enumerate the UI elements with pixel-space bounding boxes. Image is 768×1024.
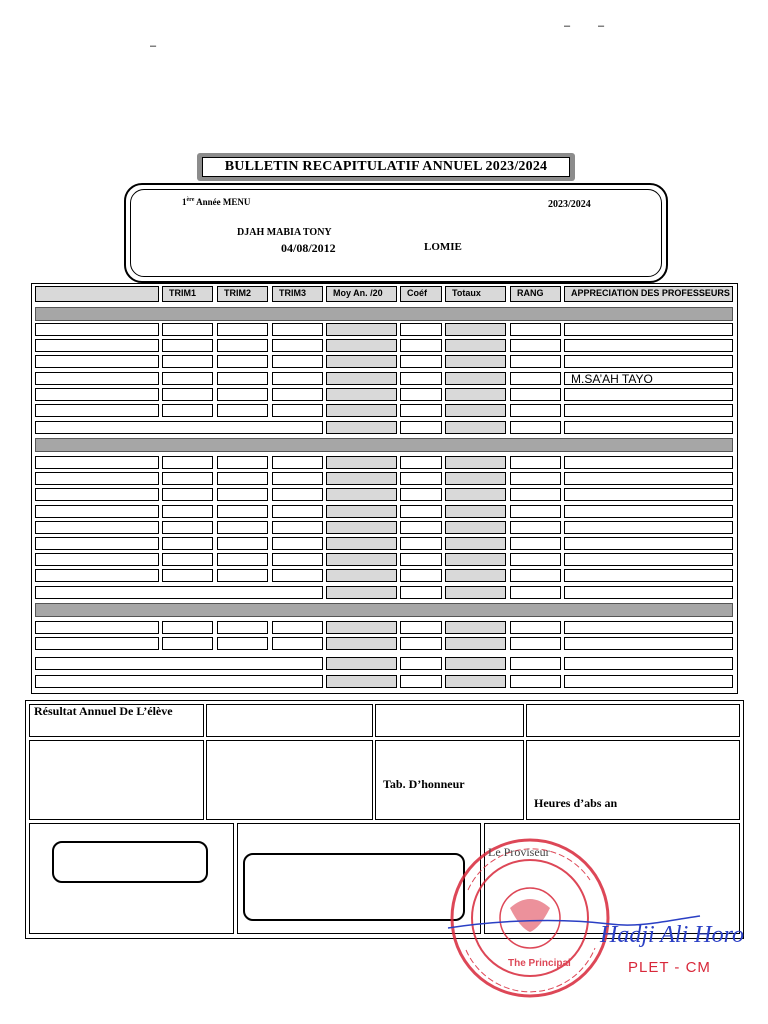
class-number: 1 bbox=[182, 197, 187, 207]
grade-cell bbox=[510, 388, 561, 401]
grade-cell bbox=[564, 537, 733, 550]
grade-cell bbox=[445, 355, 506, 368]
top-mark: – bbox=[564, 20, 571, 32]
header-cell: TRIM3 bbox=[272, 286, 323, 302]
grade-cell bbox=[162, 404, 213, 417]
header-cell: APPRECIATION DES PROFESSEURS bbox=[564, 286, 733, 302]
grade-cell bbox=[35, 537, 159, 550]
grade-cell bbox=[510, 372, 561, 385]
grade-cell bbox=[162, 505, 213, 518]
annual-result-label: Résultat Annuel De L’élève bbox=[34, 704, 173, 718]
grade-cell bbox=[35, 355, 159, 368]
grade-cell bbox=[400, 637, 442, 650]
grade-cell bbox=[272, 569, 323, 582]
grade-cell bbox=[400, 472, 442, 485]
grade-cell bbox=[35, 553, 159, 566]
signature-caption: PLET - CM bbox=[628, 959, 711, 976]
grade-cell bbox=[564, 388, 733, 401]
section-band bbox=[35, 438, 733, 452]
grade-cell bbox=[35, 472, 159, 485]
grade-cell bbox=[272, 472, 323, 485]
grade-cell bbox=[564, 621, 733, 634]
grade-cell bbox=[564, 456, 733, 469]
school-year: 2023/2024 bbox=[548, 199, 591, 210]
grade-cell bbox=[217, 637, 268, 650]
result-cell bbox=[526, 704, 740, 737]
grade-cell bbox=[35, 505, 159, 518]
grade-cell bbox=[445, 621, 506, 634]
grade-cell bbox=[564, 472, 733, 485]
grade-cell bbox=[400, 521, 442, 534]
section-band bbox=[35, 307, 733, 321]
grade-cell bbox=[35, 388, 159, 401]
header-cell: Totaux bbox=[445, 286, 506, 302]
grade-cell bbox=[217, 388, 268, 401]
result-cell bbox=[206, 704, 373, 737]
class-rest: Année MENU bbox=[194, 197, 251, 207]
grade-cell bbox=[217, 355, 268, 368]
title-banner bbox=[197, 153, 575, 181]
grade-cell bbox=[162, 323, 213, 336]
grade-cell bbox=[445, 537, 506, 550]
summary-cell bbox=[510, 657, 561, 670]
grade-cell bbox=[35, 323, 159, 336]
grade-cell bbox=[510, 637, 561, 650]
grade-cell bbox=[445, 472, 506, 485]
grade-cell bbox=[35, 372, 159, 385]
handwritten-note: Le Proviseur bbox=[488, 845, 550, 859]
summary-cell bbox=[400, 421, 442, 434]
grade-cell bbox=[510, 472, 561, 485]
grade-cell bbox=[326, 404, 397, 417]
signature-text: Hadji Ali Horo bbox=[600, 922, 745, 948]
grade-cell bbox=[564, 339, 733, 352]
header-cell: TRIM1 bbox=[162, 286, 213, 302]
grade-cell bbox=[445, 505, 506, 518]
grade-cell bbox=[162, 372, 213, 385]
grade-cell bbox=[510, 505, 561, 518]
grade-cell bbox=[445, 372, 506, 385]
grade-cell bbox=[217, 456, 268, 469]
grade-cell bbox=[217, 537, 268, 550]
grade-cell bbox=[162, 637, 213, 650]
grade-cell bbox=[445, 553, 506, 566]
grade-cell bbox=[564, 323, 733, 336]
grade-cell bbox=[326, 339, 397, 352]
section-band bbox=[35, 603, 733, 617]
summary-cell bbox=[445, 421, 506, 434]
grade-cell bbox=[217, 404, 268, 417]
grade-cell bbox=[162, 339, 213, 352]
result-cell bbox=[206, 740, 373, 820]
decision-box bbox=[52, 841, 208, 883]
grade-cell bbox=[217, 621, 268, 634]
summary-cell bbox=[445, 657, 506, 670]
result-cell bbox=[29, 740, 204, 820]
grade-cell bbox=[510, 355, 561, 368]
grade-cell bbox=[445, 323, 506, 336]
summary-cell bbox=[35, 586, 323, 599]
grade-cell bbox=[162, 569, 213, 582]
grade-cell bbox=[445, 404, 506, 417]
grade-cell bbox=[326, 355, 397, 368]
grade-cell bbox=[564, 505, 733, 518]
summary-cell bbox=[510, 675, 561, 688]
grade-cell bbox=[400, 537, 442, 550]
grade-cell bbox=[445, 488, 506, 501]
grade-cell bbox=[564, 569, 733, 582]
grade-cell bbox=[217, 472, 268, 485]
grade-cell bbox=[510, 404, 561, 417]
grade-cell bbox=[35, 521, 159, 534]
grade-cell bbox=[217, 339, 268, 352]
grade-cell bbox=[272, 323, 323, 336]
grade-cell bbox=[35, 569, 159, 582]
header-cell-subject bbox=[35, 286, 159, 302]
grade-cell bbox=[510, 456, 561, 469]
grade-cell bbox=[445, 637, 506, 650]
grade-cell bbox=[326, 553, 397, 566]
grade-cell bbox=[35, 621, 159, 634]
grade-cell bbox=[272, 505, 323, 518]
official-stamp bbox=[440, 820, 768, 1024]
birth-place: LOMIE bbox=[424, 241, 462, 253]
grade-cell bbox=[35, 488, 159, 501]
result-cell bbox=[375, 704, 524, 737]
summary-cell bbox=[445, 586, 506, 599]
summary-cell bbox=[35, 675, 323, 688]
birth-date: 04/08/2012 bbox=[281, 241, 336, 255]
summary-cell bbox=[35, 421, 323, 434]
top-mark: – bbox=[150, 40, 157, 52]
grade-cell bbox=[400, 404, 442, 417]
grade-cell bbox=[272, 621, 323, 634]
summary-cell bbox=[564, 657, 733, 670]
grade-cell bbox=[510, 569, 561, 582]
top-mark: – bbox=[598, 20, 605, 32]
grade-cell bbox=[272, 456, 323, 469]
grade-cell bbox=[162, 537, 213, 550]
grade-cell bbox=[445, 339, 506, 352]
grade-cell bbox=[272, 355, 323, 368]
grade-cell bbox=[400, 553, 442, 566]
summary-cell bbox=[35, 657, 323, 670]
document-title: BULLETIN RECAPITULATIF ANNUEL 2023/2024 bbox=[202, 157, 570, 177]
grade-cell bbox=[272, 553, 323, 566]
summary-cell bbox=[564, 586, 733, 599]
grade-cell bbox=[35, 339, 159, 352]
grade-cell bbox=[272, 404, 323, 417]
grade-cell bbox=[400, 388, 442, 401]
grade-cell bbox=[162, 355, 213, 368]
grade-cell bbox=[326, 537, 397, 550]
grade-cell bbox=[564, 637, 733, 650]
grade-cell bbox=[510, 323, 561, 336]
header-cell: TRIM2 bbox=[217, 286, 268, 302]
class-name bbox=[182, 197, 250, 207]
header-cell: RANG bbox=[510, 286, 561, 302]
grade-cell bbox=[400, 621, 442, 634]
grade-cell bbox=[326, 456, 397, 469]
summary-cell bbox=[564, 421, 733, 434]
grade-cell bbox=[217, 553, 268, 566]
grade-cell bbox=[162, 472, 213, 485]
grade-cell bbox=[400, 323, 442, 336]
grade-cell bbox=[326, 323, 397, 336]
grade-cell bbox=[326, 472, 397, 485]
grade-cell bbox=[400, 569, 442, 582]
grade-cell bbox=[445, 569, 506, 582]
student-info-box bbox=[124, 183, 668, 283]
honour-label: Tab. D’honneur bbox=[383, 777, 465, 791]
grade-cell bbox=[445, 456, 506, 469]
grade-cell bbox=[326, 505, 397, 518]
summary-cell bbox=[326, 586, 397, 599]
grade-cell bbox=[162, 388, 213, 401]
absence-label: Heures d’abs an bbox=[534, 796, 618, 810]
decision-box bbox=[243, 853, 465, 921]
grade-cell bbox=[564, 521, 733, 534]
grade-cell bbox=[35, 456, 159, 469]
summary-cell bbox=[400, 675, 442, 688]
grade-cell bbox=[162, 456, 213, 469]
stamp-text: The Principal bbox=[508, 958, 571, 969]
grade-cell bbox=[326, 388, 397, 401]
grade-cell bbox=[162, 621, 213, 634]
grade-cell bbox=[272, 537, 323, 550]
grade-cell bbox=[272, 372, 323, 385]
summary-cell bbox=[564, 675, 733, 688]
summary-cell bbox=[326, 675, 397, 688]
grade-cell bbox=[162, 488, 213, 501]
grade-cell bbox=[326, 569, 397, 582]
grade-cell bbox=[510, 621, 561, 634]
class-sup: ère bbox=[186, 197, 195, 203]
grade-cell bbox=[510, 553, 561, 566]
grade-cell bbox=[326, 521, 397, 534]
grade-cell bbox=[400, 456, 442, 469]
grade-cell bbox=[162, 521, 213, 534]
summary-cell bbox=[326, 657, 397, 670]
grade-cell bbox=[217, 323, 268, 336]
grade-cell bbox=[217, 372, 268, 385]
grade-cell bbox=[272, 488, 323, 501]
grade-cell bbox=[510, 537, 561, 550]
grade-cell bbox=[217, 488, 268, 501]
professor-appreciation: M.SA’AH TAYO bbox=[571, 372, 653, 386]
grade-cell bbox=[400, 372, 442, 385]
grade-cell bbox=[564, 488, 733, 501]
grade-cell bbox=[564, 355, 733, 368]
grade-cell bbox=[400, 488, 442, 501]
grade-cell bbox=[400, 505, 442, 518]
summary-cell bbox=[326, 421, 397, 434]
grade-cell bbox=[564, 553, 733, 566]
grade-cell bbox=[217, 521, 268, 534]
student-name: DJAH MABIA TONY bbox=[237, 227, 332, 238]
grade-cell bbox=[445, 521, 506, 534]
summary-cell bbox=[510, 586, 561, 599]
grade-cell bbox=[217, 569, 268, 582]
grade-cell bbox=[35, 404, 159, 417]
grade-cell bbox=[400, 339, 442, 352]
grade-cell bbox=[272, 388, 323, 401]
grade-cell bbox=[445, 388, 506, 401]
grade-cell bbox=[35, 637, 159, 650]
summary-cell bbox=[510, 421, 561, 434]
summary-cell bbox=[400, 657, 442, 670]
header-cell: Coéf bbox=[400, 286, 442, 302]
grade-cell bbox=[326, 372, 397, 385]
grade-cell bbox=[272, 339, 323, 352]
summary-cell bbox=[445, 675, 506, 688]
grade-cell bbox=[510, 521, 561, 534]
grade-cell bbox=[272, 637, 323, 650]
grade-cell bbox=[400, 355, 442, 368]
grade-cell bbox=[326, 621, 397, 634]
grade-cell bbox=[326, 637, 397, 650]
grade-cell bbox=[510, 488, 561, 501]
grade-cell bbox=[510, 339, 561, 352]
header-cell: Moy An. /20 bbox=[326, 286, 397, 302]
summary-cell bbox=[400, 586, 442, 599]
grade-cell bbox=[162, 553, 213, 566]
grade-cell bbox=[326, 488, 397, 501]
grade-cell bbox=[564, 404, 733, 417]
grade-cell bbox=[217, 505, 268, 518]
grade-cell bbox=[272, 521, 323, 534]
